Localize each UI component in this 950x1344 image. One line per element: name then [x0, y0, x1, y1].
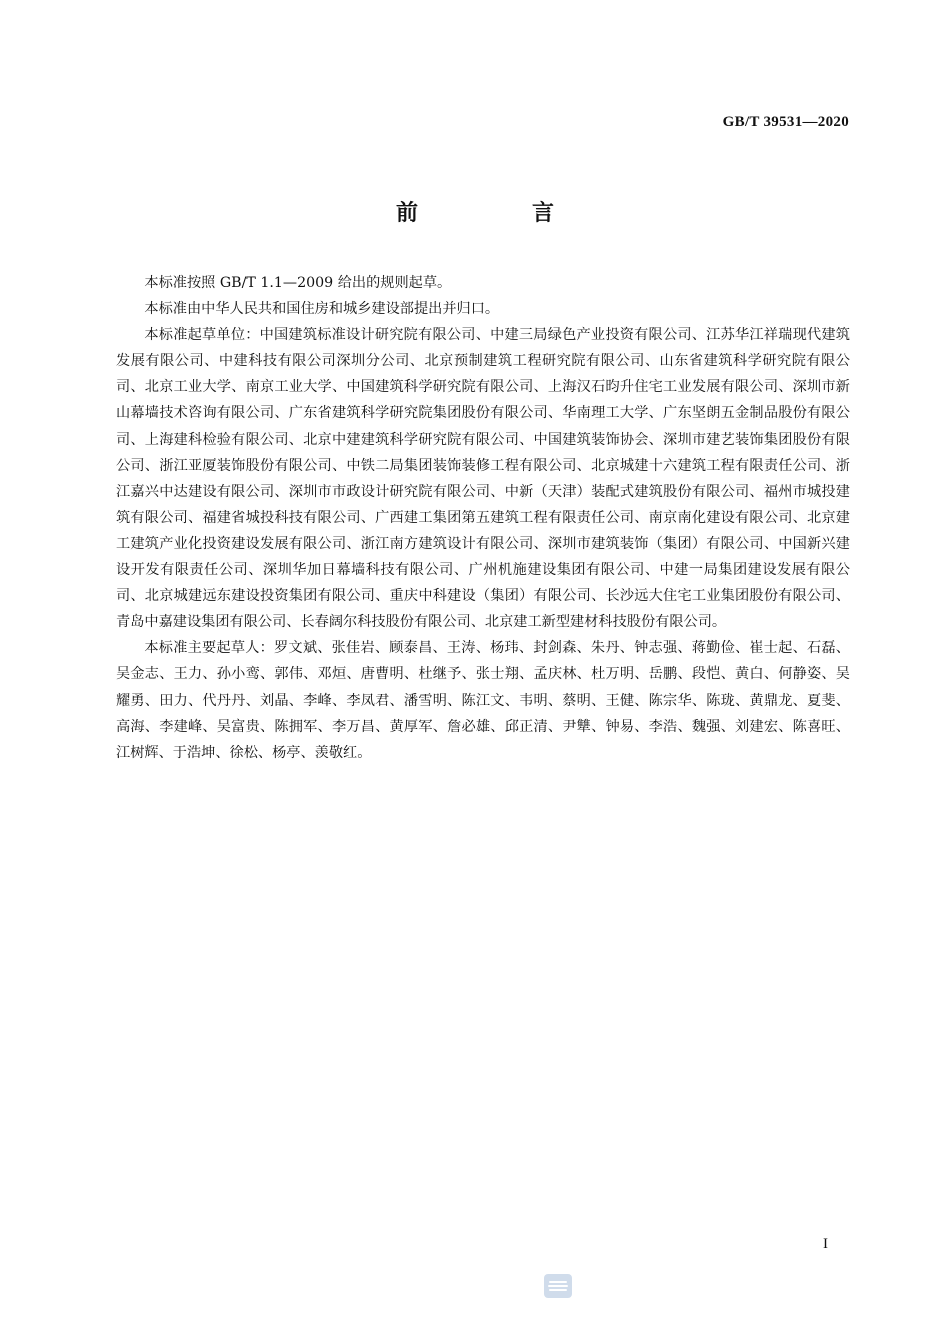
paragraph-rules: 本标准按照 GB/T 1.1—2009 给出的规则起草。 [144, 275, 452, 291]
page-title: 前 言 [395, 201, 600, 226]
paragraph-proposer: 本标准由中华人民共和国住房和城乡建设部提出并归口。 [144, 301, 500, 318]
document-body [116, 270, 850, 766]
page-number: I [823, 1236, 828, 1252]
publisher-logo-icon [544, 1274, 572, 1298]
paragraph-drafting-units: 本标准起草单位：中国建筑标准设计研究院有限公司、中建三局绿色产业投资有限公司、江苏华江祥瑞现代建筑发展有限公司、中建科技有限公司深圳分公司、北京预制建筑工程研究院有限公司、山东省建筑科学研究院有限公司、北京工业大学、南京工业大学、中国建筑科学研究院有限公司、上海汉石昀升住宅工业发展有限公司、深圳市新山幕墙技术咨询有限公司、广东省建筑科学研究院集团股份有限公司、华南理工大学、广东坚朗五金制品股份有限公司、上海建科检验有限公司、北京中建建筑科学研究院有限公司、中国建筑装饰协会、深圳市建艺装饰集团股份有限公司、浙江亚厦装饰股份有限公司、中铁二局集团装饰装修工程有限公司、北京城建十六建筑工程有限责任公司、浙江嘉兴中达建设有限公司、深圳市市政设计研究院有限公司、中新（天津）装配式建筑股份有限公司、福州市城投建筑有限公司、福建省城投科技有限公司、广西建工集团第五建筑工程有限责任公司、南京南化建设有限公司、北京建工建筑产业化投资建设发展有限公司、浙江南方建筑设计有限公司、深圳市建筑装饰（集团）有限公司、中国新兴建设开发有限责任公司、深圳华加日幕墙科技有限公司、广州机施建设集团有限公司、中建一局集团建设发展有限公司、北京城建远东建设投资集团有限公司、重庆中科建设（集团）有限公司、长沙远大住宅工业集团股份有限公司、青岛中嘉建设集团有限公司、长春阔尔科技股份有限公司、北京建工新型建材科技股份有限公司。 [116, 327, 850, 631]
standard-code: GB/T 39531—2020 [722, 114, 849, 130]
paragraph-drafters: 本标准主要起草人：罗文斌、张佳岩、顾泰昌、王涛、杨玮、封剑森、朱丹、钟志强、蒋勤俭、崔士起、石磊、吴金志、王力、孙小鸾、郭伟、邓烜、唐曹明、杜继予、张士翔、孟庆林、杜万明、岳鹏、段恺、黄白、何静姿、吴耀勇、田力、代丹丹、刘晶、李峰、李凤君、潘雪明、陈江文、韦明、蔡明、王健、陈宗华、陈珑、黄鼎龙、夏斐、高海、李建峰、吴富贵、陈拥军、李万昌、黄厚军、詹必雄、邱正清、尹犨、钟易、李浩、魏强、刘建宏、陈喜旺、江树辉、于浩坤、徐松、杨亭、羡敬红。 [116, 640, 850, 761]
